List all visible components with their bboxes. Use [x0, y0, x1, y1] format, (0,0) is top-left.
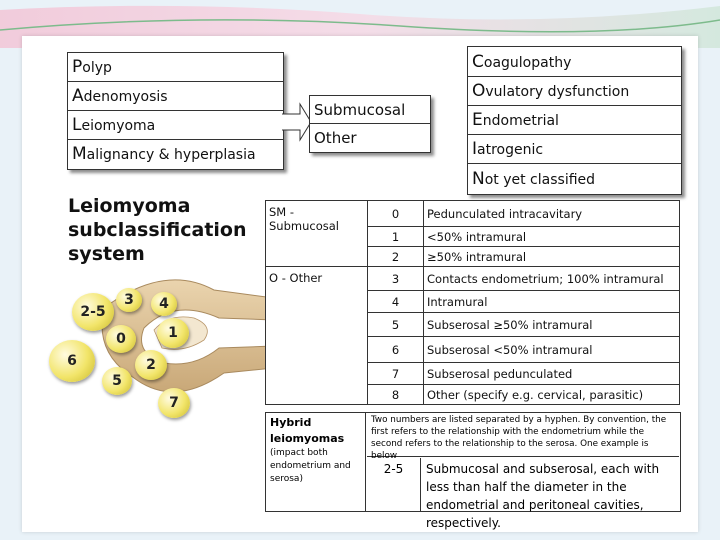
desc-cell: Subserosal <50% intramural — [424, 337, 680, 363]
hybrid-note: Two numbers are listed separated by a hyphen. By convention, the first refers to the relationship with the endometrium while the second refers to the relationship to the serosa. One example is below — [367, 413, 679, 457]
hybrid-section — [265, 412, 681, 530]
code-cell: 6 — [368, 337, 424, 363]
category-text: vulatory dysfunction — [485, 84, 630, 100]
coein-row — [468, 164, 681, 194]
coein-box — [467, 46, 682, 195]
category-letter: L — [72, 115, 82, 135]
fibroid-ball-2 — [135, 350, 167, 380]
code-cell: 3 — [368, 267, 424, 291]
coein-row — [468, 77, 681, 106]
fibroid-ball-7 — [158, 388, 190, 418]
coein-row — [468, 106, 681, 135]
table-row — [266, 267, 680, 291]
category-text: eiomyoma — [81, 118, 156, 134]
fibroid-ball-6 — [49, 340, 95, 382]
desc-cell: Intramural — [424, 291, 680, 313]
palm-row — [68, 82, 283, 111]
category-letter: C — [472, 52, 484, 72]
desc-cell: Pedunculated intracavitary — [424, 201, 680, 227]
category-letter: P — [72, 57, 83, 77]
code-cell: 0 — [368, 201, 424, 227]
hybrid-desc: Submucosal and subserosal, each with less than half the diameter in the endometrial and peritoneal cavities, respectively. — [426, 462, 660, 530]
category-text: atrogenic — [477, 142, 544, 158]
fibroid-ball-5 — [102, 367, 132, 395]
group-sm: SM - Submucosal — [266, 201, 368, 267]
category-letter: A — [72, 86, 84, 106]
category-letter: N — [472, 169, 485, 189]
fibroid-ball-2-5 — [72, 293, 114, 331]
hybrid-subtitle: (impact both endometrium and serosa) — [270, 448, 351, 484]
fibroid-ball-1 — [157, 318, 189, 348]
ball-label: 6 — [67, 353, 77, 369]
classification-table — [265, 200, 680, 405]
palm-row — [68, 111, 283, 140]
ball-label: 3 — [124, 292, 134, 308]
category-text: ot yet classified — [484, 172, 596, 188]
coein-row — [468, 135, 681, 164]
desc-cell: Subserosal ≥50% intramural — [424, 313, 680, 337]
fibroid-ball-3 — [116, 288, 142, 312]
title-line: Leiomyoma — [68, 195, 191, 217]
desc-cell: Other (specify e.g. cervical, parasitic) — [424, 385, 680, 405]
code-cell: 4 — [368, 291, 424, 313]
ball-label: 2 — [146, 357, 156, 373]
category-text: alignancy & hyperplasia — [86, 147, 256, 163]
title-line: subclassification — [68, 219, 247, 241]
palm-box — [67, 52, 284, 170]
leiomyoma-arrow-icon — [282, 100, 312, 144]
ball-label: 1 — [168, 325, 178, 341]
code-cell: 2 — [368, 247, 424, 267]
category-text: oagulopathy — [483, 55, 572, 71]
table-row — [266, 201, 680, 227]
ball-label: 4 — [159, 296, 169, 312]
sub-row: Submucosal — [310, 96, 430, 124]
desc-cell: Contacts endometrium; 100% intramural — [424, 267, 680, 291]
category-letter: M — [72, 144, 87, 164]
code-cell: 5 — [368, 313, 424, 337]
palm-row — [68, 140, 283, 169]
code-cell: 8 — [368, 385, 424, 405]
desc-cell: ≥50% intramural — [424, 247, 680, 267]
category-letter: E — [472, 110, 483, 130]
category-text: ndometrial — [482, 113, 559, 129]
ball-label: 7 — [169, 395, 179, 411]
desc-cell: <50% intramural — [424, 227, 680, 247]
code-cell: 7 — [368, 363, 424, 385]
sub-row: Other — [314, 129, 357, 147]
category-letter: O — [472, 81, 486, 101]
subclassification-title — [68, 194, 268, 266]
group-o: O - Other — [266, 267, 368, 405]
coein-row — [468, 47, 681, 77]
fibroid-ball-0 — [106, 325, 136, 353]
hybrid-label — [266, 413, 366, 511]
title-line: system — [68, 243, 145, 265]
ball-label: 2-5 — [80, 304, 106, 320]
desc-cell: Subserosal pedunculated — [424, 363, 680, 385]
ball-label: 0 — [116, 331, 126, 347]
hybrid-code: 2-5 — [367, 458, 421, 511]
ball-label: 5 — [112, 373, 122, 389]
category-letter: I — [472, 139, 478, 159]
category-text: denomyosis — [83, 89, 168, 105]
code-cell: 1 — [368, 227, 424, 247]
leiomyoma-sub-box — [309, 95, 431, 153]
category-text: olyp — [82, 60, 112, 76]
palm-row — [68, 53, 283, 82]
hybrid-title: Hybrid leiomyomas — [270, 416, 345, 445]
fibroid-ball-4 — [151, 292, 177, 316]
